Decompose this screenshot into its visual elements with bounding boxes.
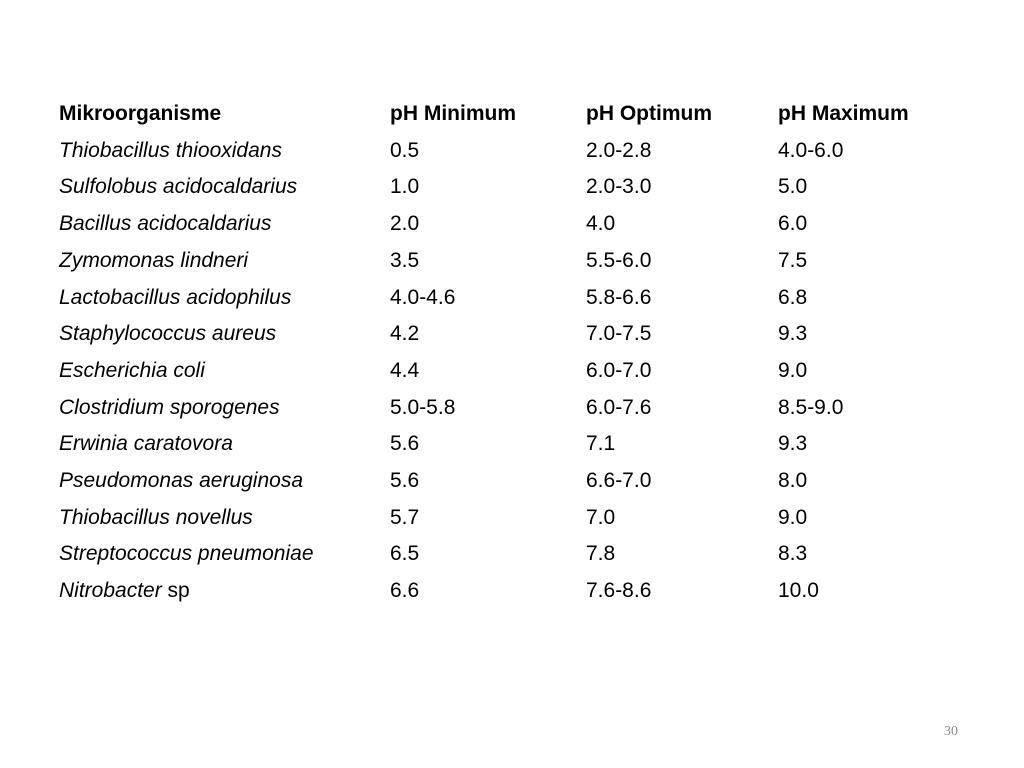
table-row <box>59 206 938 243</box>
header-ph-optimum: pH Optimum <box>586 102 712 125</box>
table-row <box>59 353 938 390</box>
organism-name: Streptococcus pneumoniae <box>59 542 314 566</box>
organism-name: Pseudomonas aeruginosa <box>59 469 304 493</box>
organism-cell <box>59 536 390 573</box>
ph-max-cell: 9.0 <box>778 505 808 529</box>
organism-name: Lactobacillus acidophilus <box>59 285 292 309</box>
table-row <box>59 133 938 170</box>
ph-max-cell: 5.0 <box>778 175 808 199</box>
organism-name: Sulfolobus acidocaldarius <box>59 175 298 199</box>
ph-opt-cell: 7.0 <box>586 505 616 529</box>
organism-cell <box>59 169 390 206</box>
ph-opt-cell: 5.5-6.0 <box>586 248 652 272</box>
ph-max-cell: 9.0 <box>778 358 808 382</box>
table-row <box>59 536 938 573</box>
organism-name: Escherichia coli <box>59 358 205 382</box>
ph-max-cell: 9.3 <box>778 432 808 456</box>
ph-max-cell: 4.0-6.0 <box>778 138 844 162</box>
table-row <box>59 280 938 317</box>
ph-opt-cell: 7.1 <box>586 432 616 456</box>
page-number: 30 <box>944 724 958 739</box>
organism-cell <box>59 500 390 537</box>
organism-name: Nitrobacter <box>59 579 162 603</box>
ph-max-cell: 8.5-9.0 <box>778 395 844 419</box>
table-row <box>59 426 938 463</box>
ph-opt-cell: 2.0-2.8 <box>586 138 652 162</box>
organism-cell <box>59 133 390 170</box>
table-header-row <box>59 96 938 133</box>
ph-min-cell: 4.2 <box>390 322 420 346</box>
ph-min-cell: 5.0-5.8 <box>390 395 456 419</box>
organism-cell <box>59 243 390 280</box>
ph-min-cell: 5.6 <box>390 432 420 456</box>
ph-opt-cell: 4.0 <box>586 212 616 236</box>
organism-name: Thiobacillus thiooxidans <box>59 138 282 162</box>
table-row <box>59 573 938 610</box>
ph-opt-cell: 7.8 <box>586 542 616 566</box>
ph-min-cell: 0.5 <box>390 138 420 162</box>
ph-min-cell: 4.0-4.6 <box>390 285 456 309</box>
ph-min-cell: 2.0 <box>390 212 420 236</box>
ph-opt-cell: 7.6-8.6 <box>586 579 652 603</box>
ph-max-cell: 8.0 <box>778 469 808 493</box>
ph-max-cell: 7.5 <box>778 248 808 272</box>
ph-table <box>59 96 938 610</box>
ph-min-cell: 6.5 <box>390 542 420 566</box>
organism-cell <box>59 426 390 463</box>
table-row <box>59 243 938 280</box>
organism-name: Staphylococcus aureus <box>59 322 277 346</box>
ph-opt-cell: 6.6-7.0 <box>586 469 652 493</box>
organism-cell <box>59 316 390 353</box>
ph-min-cell: 3.5 <box>390 248 420 272</box>
organism-name: Zymomonas lindneri <box>59 248 249 272</box>
organism-name: Bacillus acidocaldarius <box>59 212 272 236</box>
ph-min-cell: 1.0 <box>390 175 420 199</box>
organism-cell <box>59 390 390 427</box>
ph-max-cell: 6.0 <box>778 212 808 236</box>
table-row <box>59 316 938 353</box>
organism-cell <box>59 280 390 317</box>
header-ph-maximum: pH Maximum <box>778 102 909 125</box>
organism-name: Erwinia caratovora <box>59 432 233 456</box>
table-row <box>59 463 938 500</box>
ph-opt-cell: 6.0-7.0 <box>586 358 652 382</box>
ph-min-cell: 5.6 <box>390 469 420 493</box>
organism-cell <box>59 353 390 390</box>
table-row <box>59 169 938 206</box>
ph-opt-cell: 7.0-7.5 <box>586 322 652 346</box>
ph-opt-cell: 2.0-3.0 <box>586 175 652 199</box>
ph-max-cell: 6.8 <box>778 285 808 309</box>
organism-cell <box>59 463 390 500</box>
header-ph-minimum: pH Minimum <box>390 102 516 125</box>
organism-cell <box>59 573 390 610</box>
organism-suffix: sp <box>161 579 190 603</box>
organism-name: Clostridium sporogenes <box>59 395 280 419</box>
ph-min-cell: 4.4 <box>390 358 420 382</box>
header-organism: Mikroorganisme <box>59 102 222 125</box>
organism-cell <box>59 206 390 243</box>
organism-name: Thiobacillus novellus <box>59 505 253 529</box>
ph-max-cell: 8.3 <box>778 542 808 566</box>
ph-max-cell: 9.3 <box>778 322 808 346</box>
ph-min-cell: 5.7 <box>390 505 420 529</box>
ph-min-cell: 6.6 <box>390 579 420 603</box>
ph-opt-cell: 5.8-6.6 <box>586 285 652 309</box>
ph-max-cell: 10.0 <box>778 579 819 603</box>
table-row <box>59 500 938 537</box>
ph-opt-cell: 6.0-7.6 <box>586 395 652 419</box>
table-row <box>59 390 938 427</box>
